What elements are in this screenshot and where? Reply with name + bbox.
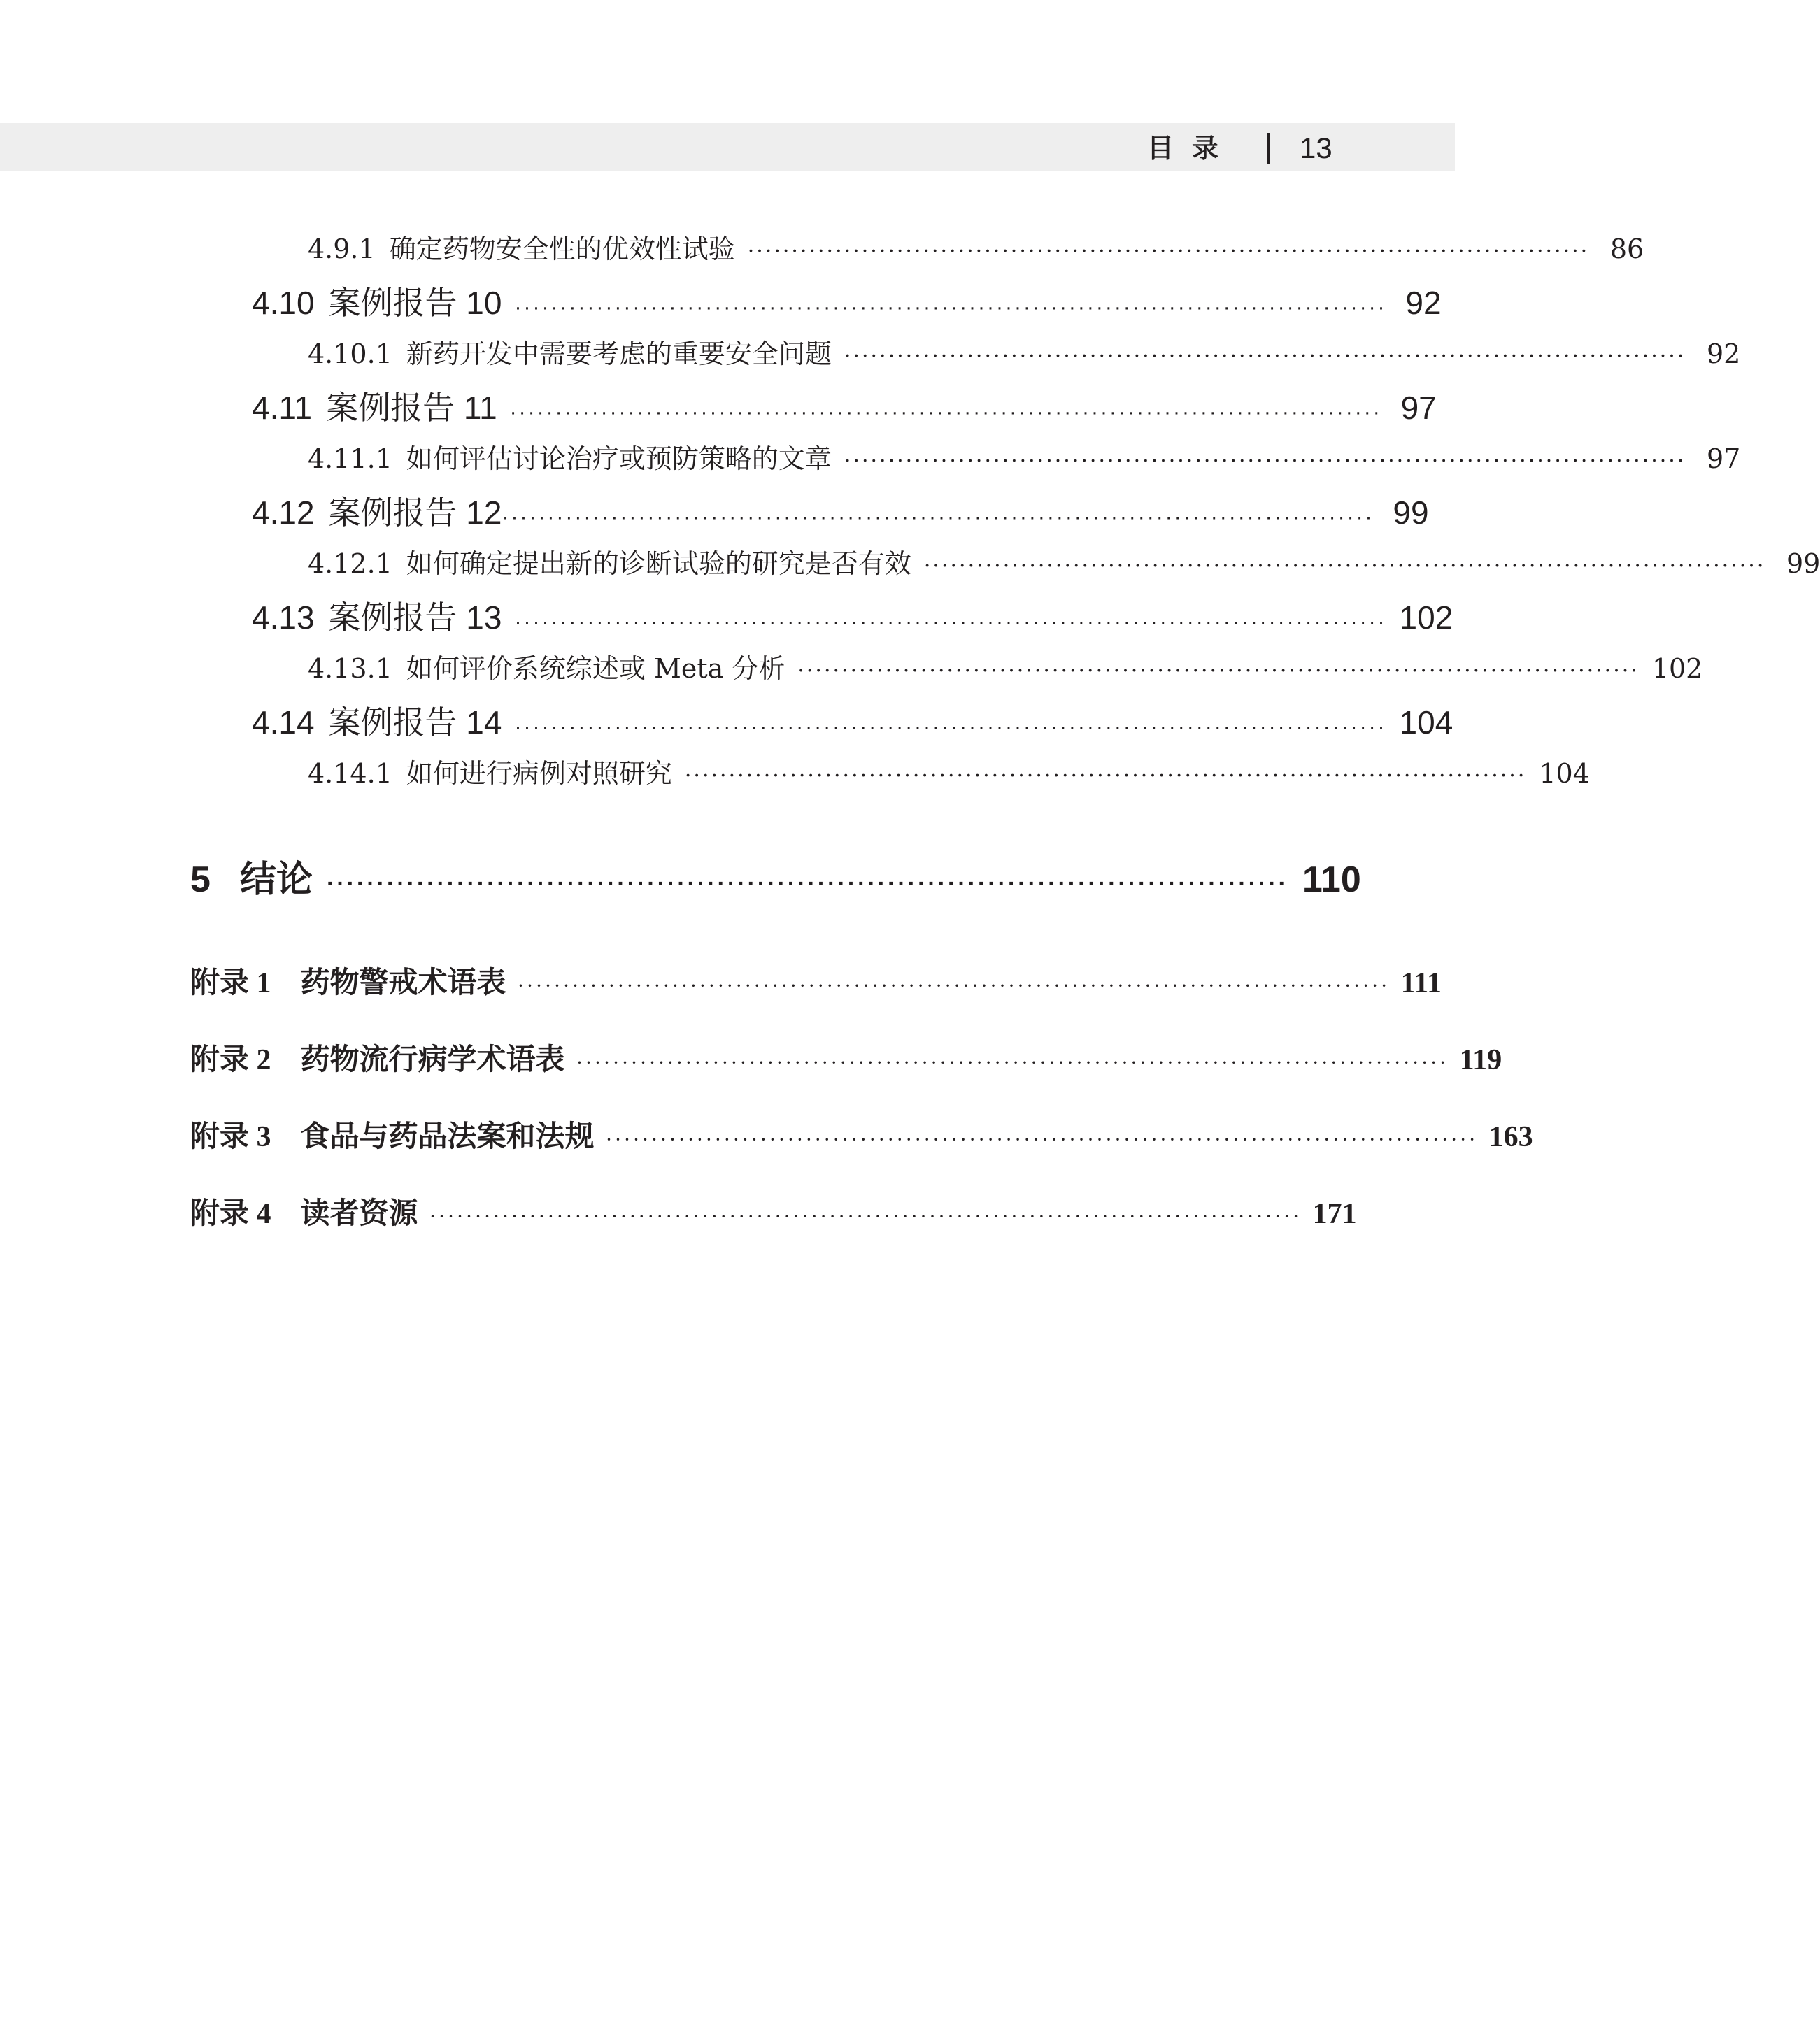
toc-entry-4-12-1[interactable] — [308, 543, 1820, 585]
entry-title: 案例报告 14 — [328, 704, 502, 741]
entry-page: 104 — [1539, 758, 1590, 789]
entry-page: 92 — [1707, 338, 1741, 369]
entry-title: 案例报告 10 — [328, 285, 502, 321]
entry-number: 4.11 — [252, 390, 313, 426]
toc-entry-4-9-1[interactable] — [308, 228, 1644, 270]
entry-page: 92 — [1405, 285, 1442, 321]
dot-leader: ································································································ — [605, 1128, 1478, 1151]
toc-entry-4-10[interactable] — [252, 278, 1442, 327]
entry-number: 4.13.1 — [308, 653, 392, 684]
toc-entry-appendix-2[interactable] — [190, 1038, 1502, 1083]
appendix-page: 119 — [1459, 1044, 1502, 1076]
toc-entry-4-12[interactable] — [252, 488, 1429, 537]
entry-title: 案例报告 12 — [328, 494, 502, 531]
dot-leader: ································································································ — [684, 764, 1527, 788]
dot-leader: ································································································ — [844, 449, 1686, 473]
dot-leader: ································································································ — [514, 296, 1387, 319]
entry-page: 104 — [1399, 704, 1453, 741]
dot-leader: ································································································ — [502, 506, 1374, 529]
entry-number: 4.13 — [252, 599, 315, 636]
dot-leader: ································································································ — [747, 239, 1590, 264]
dot-leader: ································································································ — [797, 659, 1640, 683]
entry-page: 102 — [1399, 599, 1453, 636]
entry-number: 4.12 — [252, 494, 315, 531]
dot-leader: ································································································ — [517, 974, 1390, 997]
dot-leader: ································································································ — [509, 401, 1382, 424]
entry-number: 4.14.1 — [308, 758, 392, 789]
dot-leader: ································································································ — [514, 610, 1387, 634]
entry-page: 102 — [1651, 653, 1703, 684]
entry-title: 案例报告 11 — [326, 390, 497, 426]
entry-page: 97 — [1707, 443, 1741, 474]
appendix-number: 附录 1 — [190, 967, 271, 999]
entry-title: 如何确定提出新的诊断试验的研究是否有效 — [406, 548, 911, 579]
dot-leader: ································································································ — [844, 344, 1686, 369]
toc-entry-4-13-1[interactable] — [308, 648, 1703, 690]
entry-page: 86 — [1609, 234, 1644, 264]
dot-leader: ································································································ — [429, 1205, 1302, 1228]
toc-entry-4-11[interactable] — [252, 383, 1437, 432]
dot-leader: ································································································ — [576, 1051, 1449, 1074]
toc-entry-4-11-1[interactable] — [308, 438, 1741, 480]
entry-page: 97 — [1400, 390, 1437, 426]
header-separator — [1267, 133, 1270, 164]
appendix-page: 163 — [1488, 1121, 1533, 1153]
entry-title: 如何进行病例对照研究 — [406, 758, 672, 789]
appendix-page: 111 — [1400, 967, 1442, 999]
dot-leader: ································································································ — [514, 715, 1387, 738]
chapter-number: 5 — [190, 859, 211, 900]
entry-title: 如何评估讨论治疗或预防策略的文章 — [406, 443, 832, 474]
appendix-title: 药物流行病学术语表 — [300, 1044, 565, 1076]
chapter-title: 结论 — [239, 859, 313, 900]
entry-page: 99 — [1393, 494, 1429, 531]
toc-entry-appendix-3[interactable] — [190, 1115, 1533, 1159]
appendix-number: 附录 4 — [190, 1198, 271, 1230]
entry-number: 4.12.1 — [308, 548, 392, 579]
dot-leader: ································································································ — [923, 554, 1766, 578]
toc-entry-4-13[interactable] — [252, 593, 1453, 642]
appendix-title: 药物警戒术语表 — [300, 967, 506, 999]
entry-title: 案例报告 13 — [328, 599, 502, 636]
entry-number: 4.10 — [252, 285, 315, 321]
entry-title: 确定药物安全性的优效性试验 — [389, 234, 735, 264]
entry-number: 4.11.1 — [308, 443, 392, 474]
entry-title: 新药开发中需要考虑的重要安全问题 — [406, 338, 832, 369]
appendix-number: 附录 2 — [190, 1044, 271, 1076]
toc-entry-4-14[interactable] — [252, 698, 1453, 747]
dot-leader: ································································································ — [326, 871, 1288, 897]
toc-entry-chapter-5[interactable] — [190, 852, 1361, 908]
toc-entry-4-14-1[interactable] — [308, 752, 1590, 794]
toc-entry-appendix-1[interactable] — [190, 961, 1442, 1006]
appendix-title: 食品与药品法案和法规 — [300, 1121, 595, 1153]
chapter-page: 110 — [1302, 859, 1361, 900]
appendix-page: 171 — [1312, 1198, 1357, 1230]
entry-page: 99 — [1786, 548, 1820, 579]
toc-entry-appendix-4[interactable] — [190, 1192, 1357, 1236]
appendix-number: 附录 3 — [190, 1121, 271, 1153]
toc-entry-4-10-1[interactable] — [308, 333, 1741, 375]
entry-title: 如何评价系统综述或 Meta 分析 — [406, 653, 785, 684]
entry-number: 4.9.1 — [308, 234, 376, 264]
running-header-title: 目录 — [1147, 133, 1237, 164]
entry-number: 4.14 — [252, 704, 315, 741]
appendix-title: 读者资源 — [300, 1198, 418, 1230]
running-header-page-number: 13 — [1300, 131, 1332, 164]
entry-number: 4.10.1 — [308, 338, 392, 369]
